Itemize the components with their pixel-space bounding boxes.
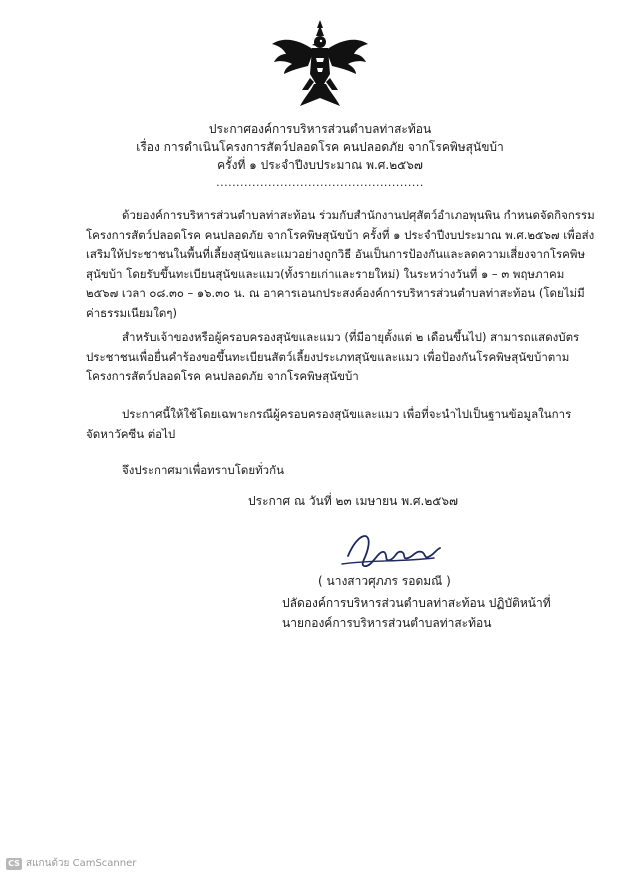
announcement-title: ประกาศองค์การบริหารส่วนตำบลท่าสะท้อน <box>208 122 432 136</box>
garuda-emblem-icon <box>270 18 370 110</box>
paragraph-purpose-text: ประกาศนี้ให้ใช้โดยเฉพาะกรณีผู้ครอบครองสุนัขและแมว เพื่อที่จะนำไปเป็นฐานข้อมูลในการจัดหาวัคซีน ต่อไป <box>86 407 572 441</box>
title-divider: .................................................... <box>216 176 424 189</box>
paragraph-purpose <box>86 405 598 444</box>
paragraph-intro <box>86 206 598 323</box>
paragraph-eligibility-text: สำหรับเจ้าของหรือผู้ครอบครองสุนัขและแมว (ที่มีอายุตั้งแต่ ๒ เดือนขึ้นไป) สามารถแสดงบัตรประชาชนเพื่อยื่นคำร้องขอขึ้นทะเบียนสัตว์เลี้ยงประเภทสุนัขและแมว เพื่อป้องกันโรคพิษสุนัขบ้าตามโครงการสัตว์ปลอดโรค คนปลอดภัย จากโรคพิษสุนัขบ้า <box>86 330 580 383</box>
signatory-title-1: ปลัดองค์การบริหารส่วนตำบลท่าสะท้อน ปฏิบัติหน้าที่ <box>282 596 551 610</box>
signatory-title-2: นายกองค์การบริหารส่วนตำบลท่าสะท้อน <box>282 616 492 630</box>
scanner-watermark <box>6 856 136 871</box>
announcement-fiscal-year: ครั้งที่ ๑ ประจำปีงบประมาณ พ.ศ.๒๕๖๗ <box>217 158 423 172</box>
paragraph-intro-text: ด้วยองค์การบริหารส่วนตำบลท่าสะท้อน ร่วมกับสำนักงานปศุสัตว์อำเภอพุนพิน กำหนดจัดกิจกรรม โครงการสัตว์ปลอดโรค คนปลอดภัย จากโรคพิษสุนัขบ้า ครั้งที่ ๑ ประจำปีงบประมาณ พ.ศ.๒๕๖๗ เพื่อส่งเสริมให้ประชาชนในพื้นที่เลี้ยงสุนัขและแมวอย่างถูกวิธี อันเป็นการป้องกันและลดความเสี่ยงจากโรคพิษสุนัขบ้า โดยรับขึ้นทะเบียนสุนัขและแมว(ทั้งรายเก่าและรายใหม่) ในระหว่างวันที่ ๑ – ๓ พฤษภาคม ๒๕๖๗ เวลา ๐๘.๓๐ – ๑๖.๓๐ น. ณ อาคารเอนกประสงค์องค์การบริหารส่วนตำบลท่าสะท้อน (โดยไม่มีค่าธรรมเนียมใดๆ) <box>86 208 595 320</box>
camscanner-logo-icon: CS <box>6 858 22 870</box>
scanner-watermark-text: สแกนด้วย CamScanner <box>26 858 137 869</box>
paragraph-closing-text: จึงประกาศมาเพื่อทราบโดยทั่วกัน <box>122 463 284 477</box>
paragraph-closing <box>86 461 598 481</box>
handwritten-signature <box>338 526 448 574</box>
announcement-date: ประกาศ ณ วันที่ ๒๓ เมษายน พ.ศ.๒๕๖๗ <box>248 494 458 508</box>
announcement-subject: เรื่อง การดำเนินโครงการสัตว์ปลอดโรค คนปลอดภัย จากโรคพิษสุนัขบ้า <box>136 140 504 154</box>
signatory-name: ( นางสาวศุภภร รอดมณี ) <box>318 574 451 588</box>
paragraph-eligibility <box>86 328 598 387</box>
